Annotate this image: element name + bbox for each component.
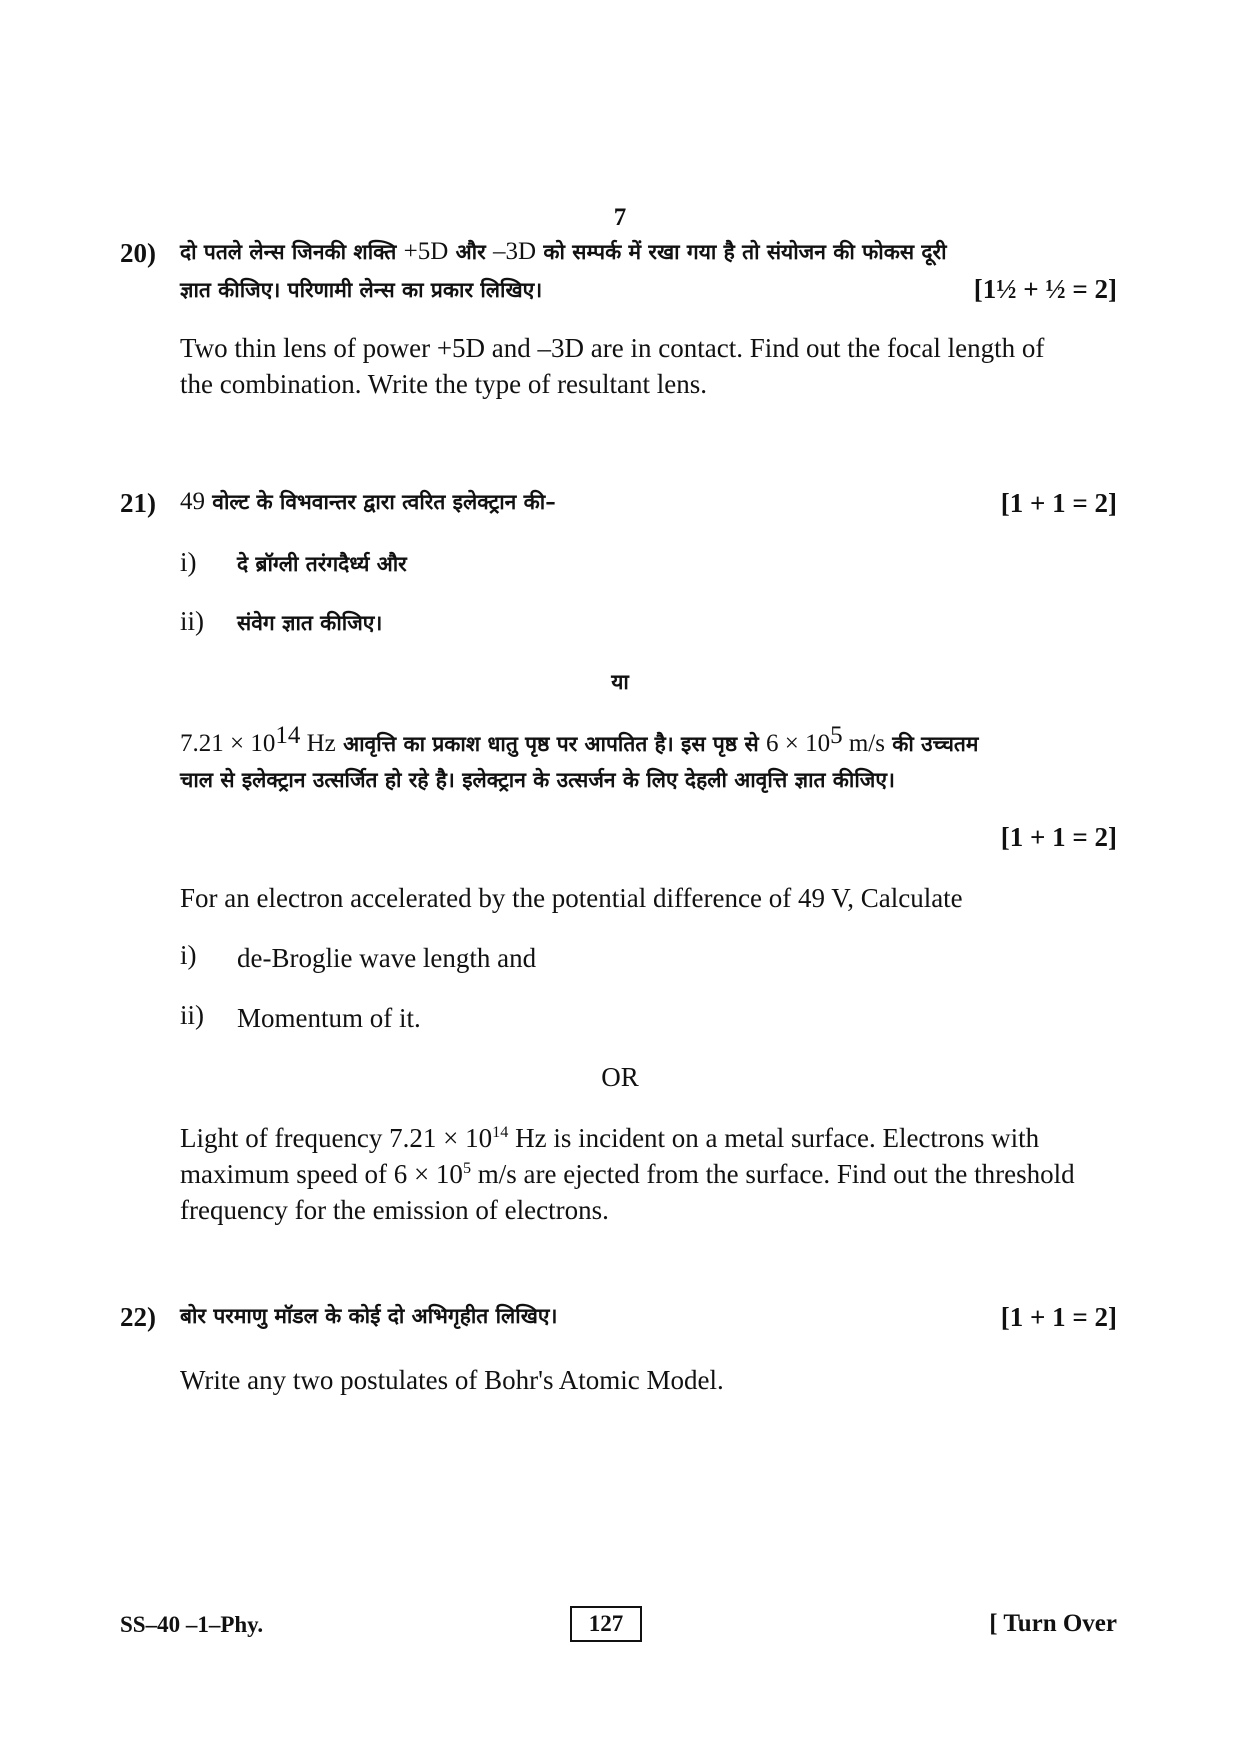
question-22-marks: [1 + 1 = 2] [1000, 1302, 1117, 1332]
q21-alt-en-exponent: 5 [462, 1159, 472, 1177]
q21-hindi-item-label: ii) [180, 606, 204, 636]
q21-hindi-item-label: i) [180, 547, 197, 577]
question-21-number: 21) [120, 488, 156, 518]
q21-alt-speed-exponent: 5 [830, 722, 843, 749]
q21-voltage: 49 [180, 488, 205, 515]
q21-alt-en-rest: m/s are ejected from the surface. Find out the threshold [471, 1159, 1075, 1189]
q21-alt-frequency: 7.21 × 10 [180, 730, 276, 757]
q21-english-item-label: i) [180, 940, 197, 970]
question-21-marks: [1 + 1 = 2] [1000, 488, 1117, 518]
question-20-english-line1: Two thin lens of power +5D and –3D are in contact. Find out the focal length of [180, 333, 1045, 363]
q21-alt-hindi-line1 [180, 722, 1120, 762]
q21-alt-speed: 6 × 10 [765, 730, 831, 757]
q20-hindi-part: दो पतले लेन्स जिनकी शक्ति [180, 239, 404, 264]
q21-alt-frequency-exponent: 14 [275, 722, 301, 749]
question-22-hindi: बोर परमाणु मॉडल के कोई दो अभिगृहीत लिखिए। [180, 1303, 558, 1328]
footer-turn-over: [ Turn Over [989, 1610, 1117, 1637]
q21-english-item-text: Momentum of it. [237, 1003, 421, 1033]
q21-alt-hz-unit: Hz [300, 730, 336, 757]
q21-alt-en-text: maximum speed of 6 × 10 [180, 1159, 463, 1189]
q21-alt-hindi-text: आवृत्ति का प्रकाश धातु पृष्ठ पर आपतित है। इस पृष्ठ से [335, 731, 766, 756]
q21-alt-speed-unit: m/s [842, 730, 885, 757]
q21-english-item-label: ii) [180, 1000, 204, 1030]
q20-hindi-and: और [448, 239, 494, 264]
q21-english-intro: For an electron accelerated by the potential difference of 49 V, Calculate [180, 883, 963, 913]
q21-hindi-text: वोल्ट के विभवान्तर द्वारा त्वरित इलेक्ट्रान की– [205, 489, 556, 514]
q21-english-item-text: de-Broglie wave length and [237, 943, 537, 973]
question-20-hindi-line1 [180, 234, 1120, 270]
q21-alt-english-line1 [180, 1120, 1039, 1156]
q21-alt-english-line2 [180, 1156, 1075, 1192]
q20-hindi-rest: को सम्पर्क में रखा गया है तो संयोजन की फोकस दूरी [536, 239, 947, 264]
english-or-separator: OR [601, 1062, 639, 1092]
q21-hindi-item-text: संवेग ज्ञात कीजिए। [237, 610, 383, 635]
q21-alt-marks: [1 + 1 = 2] [1000, 822, 1117, 852]
question-21-hindi [180, 484, 556, 520]
page-top-number: 7 [613, 204, 627, 231]
q21-alt-hindi-tail: की उच्चतम [884, 731, 979, 756]
question-22-number: 22) [120, 1302, 156, 1332]
footer-page-number: 127 [570, 1606, 642, 1642]
footer-paper-code: SS–40 –1–Phy. [120, 1612, 264, 1637]
q21-hindi-item-text: दे ब्रॉग्ली तरंगदैर्ध्य और [237, 551, 407, 576]
q21-alt-en-text: Light of frequency 7.21 × 10 [180, 1123, 493, 1153]
q21-alt-hindi-line2: चाल से इलेक्ट्रान उत्सर्जित हो रहे है। इलेक्ट्रान के उत्सर्जन के लिए देहली आवृत्ति ज्ञात कीजिए। [180, 767, 895, 792]
question-22-english: Write any two postulates of Bohr's Atomic Model. [180, 1365, 724, 1395]
question-20-number: 20) [120, 238, 156, 268]
hindi-or-separator: या [611, 669, 629, 694]
question-20-hindi-line2: ज्ञात कीजिए। परिणामी लेन्स का प्रकार लिखिए। [180, 277, 543, 302]
question-20-marks: [1½ + ½ = 2] [973, 274, 1117, 304]
q21-alt-en-exponent: 14 [492, 1123, 509, 1141]
question-20-english-line2: the combination. Write the type of resultant lens. [180, 369, 708, 399]
q21-alt-en-rest: Hz is incident on a metal surface. Electrons with [508, 1123, 1040, 1153]
q20-power-negative: –3D [493, 238, 537, 265]
q20-power-positive: +5D [403, 238, 449, 265]
q21-alt-english-line3: frequency for the emission of electrons. [180, 1195, 609, 1225]
